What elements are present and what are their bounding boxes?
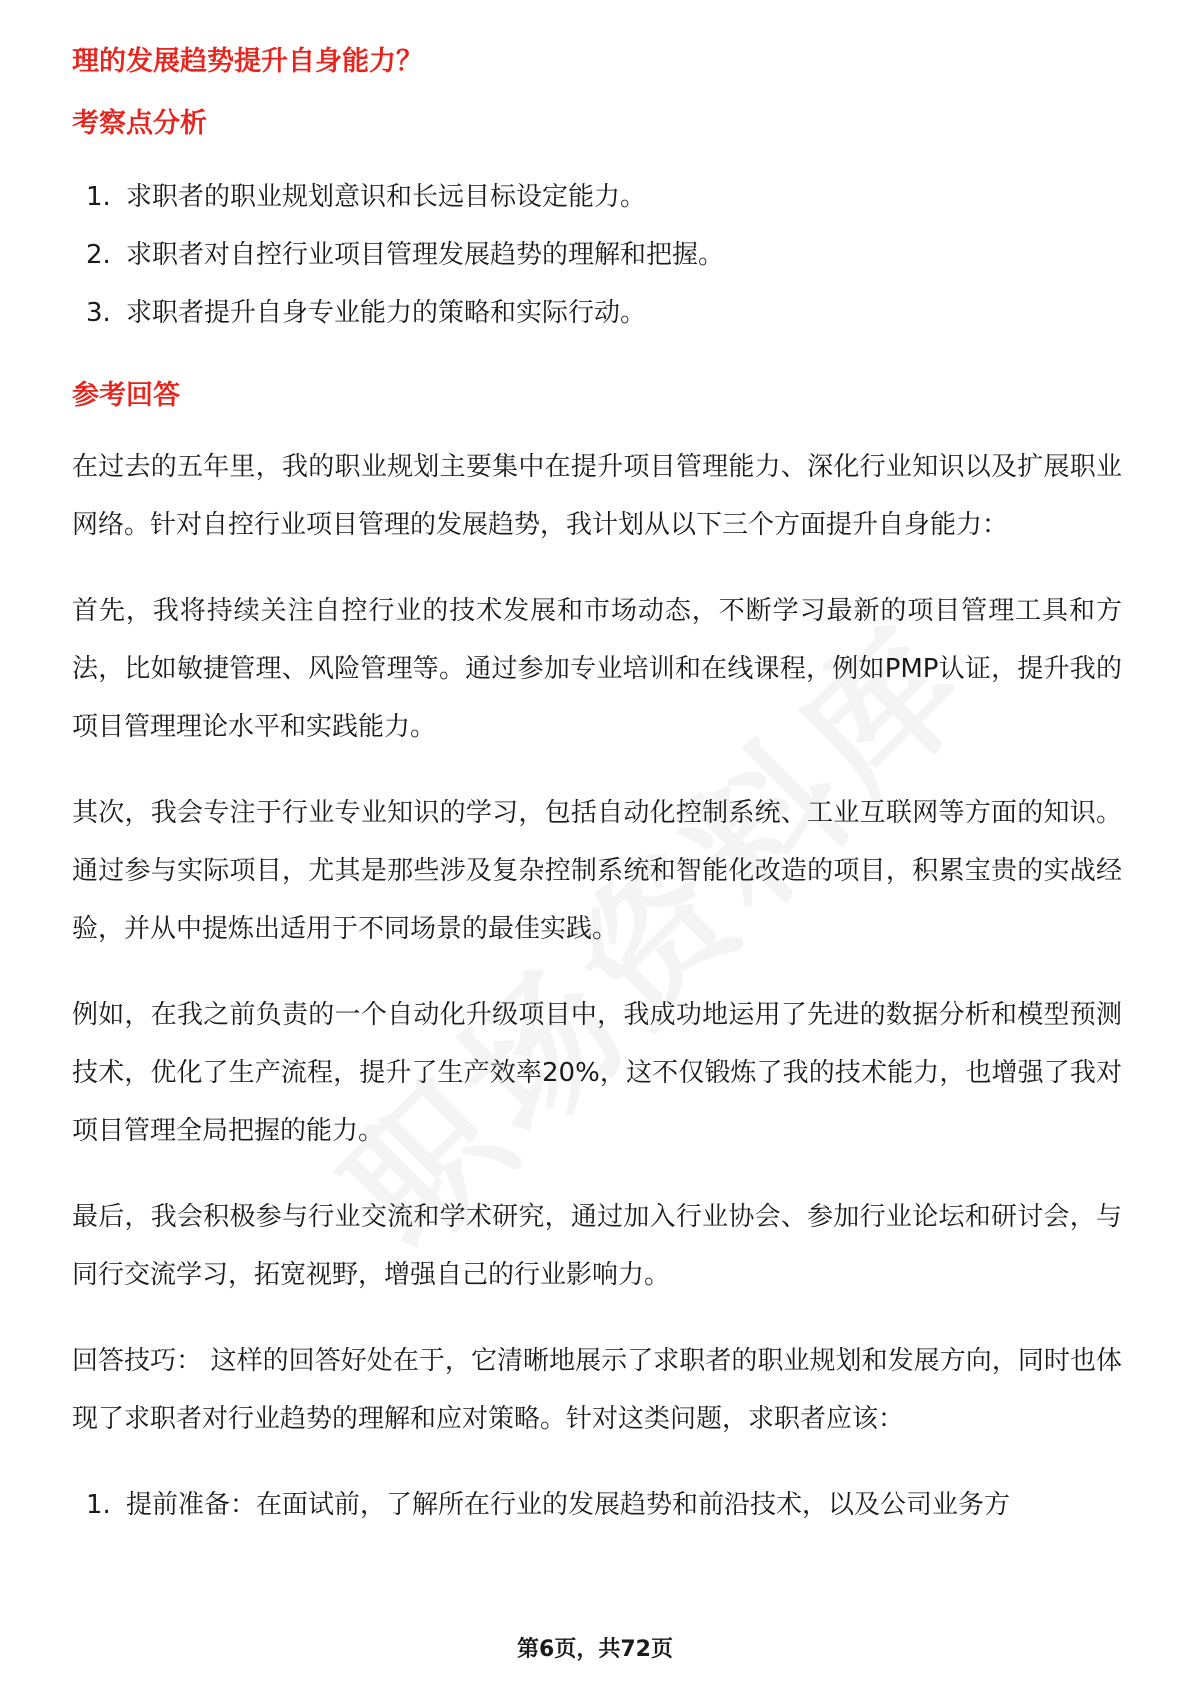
list-item: [72, 284, 1122, 342]
tips-list: [72, 1476, 1122, 1534]
list-item-text: 求职者对自控行业项目管理发展趋势的理解和把握。: [126, 240, 725, 270]
list-item-number: 1.: [86, 182, 111, 212]
answer-paragraph: 在过去的五年里，我的职业规划主要集中在提升项目管理能力、深化行业知识以及扩展职业网络。针对自控行业项目管理的发展趋势，我计划从以下三个方面提升自身能力：: [72, 452, 1122, 540]
question-title-tail: 理的发展趋势提升自身能力？: [72, 46, 423, 77]
list-item-text: 求职者的职业规划意识和长远目标设定能力。: [126, 182, 647, 212]
list-item-number: 1.: [86, 1490, 111, 1520]
list-item-text: 求职者提升自身专业能力的策略和实际行动。: [126, 298, 647, 328]
answer-paragraph: 最后，我会积极参与行业交流和学术研究，通过加入行业协会、参加行业论坛和研讨会，与同行交流学习，拓宽视野，增强自己的行业影响力。: [72, 1202, 1122, 1290]
list-item: [72, 168, 1122, 226]
answer-paragraph: 首先，我将持续关注自控行业的技术发展和市场动态，不断学习最新的项目管理工具和方法，比如敏捷管理、风险管理等。通过参加专业培训和在线课程，例如PMP认证，提升我的项目管理理论水平和实践能力。: [72, 596, 1122, 742]
list-item-text: 提前准备：在面试前，了解所在行业的发展趋势和前沿技术，以及公司业务方: [126, 1490, 1011, 1520]
list-item-number: 3.: [86, 298, 111, 328]
document-body: [72, 42, 1122, 1534]
page-number-footer: 第6页，共72页: [517, 1637, 673, 1662]
analysis-list: [72, 168, 1122, 342]
list-item-number: 2.: [86, 240, 111, 270]
answer-paragraph: 例如，在我之前负责的一个自动化升级项目中，我成功地运用了先进的数据分析和模型预测技术，优化了生产流程，提升了生产效率20%，这不仅锻炼了我的技术能力，也增强了我对项目管理全局把握的能力。: [72, 1000, 1122, 1146]
list-item: [72, 1476, 1122, 1534]
analysis-heading: 考察点分析: [72, 108, 207, 139]
answer-tips-paragraph: 回答技巧： 这样的回答好处在于，它清晰地展示了求职者的职业规划和发展方向，同时也体现了求职者对行业趋势的理解和应对策略。针对这类问题，求职者应该：: [72, 1346, 1122, 1434]
answer-heading: 参考回答: [72, 380, 180, 411]
answer-paragraph: 其次，我会专注于行业专业知识的学习，包括自动化控制系统、工业互联网等方面的知识。通过参与实际项目，尤其是那些涉及复杂控制系统和智能化改造的项目，积累宝贵的实战经验，并从中提炼出适用于不同场景的最佳实践。: [72, 798, 1122, 944]
list-item: [72, 226, 1122, 284]
